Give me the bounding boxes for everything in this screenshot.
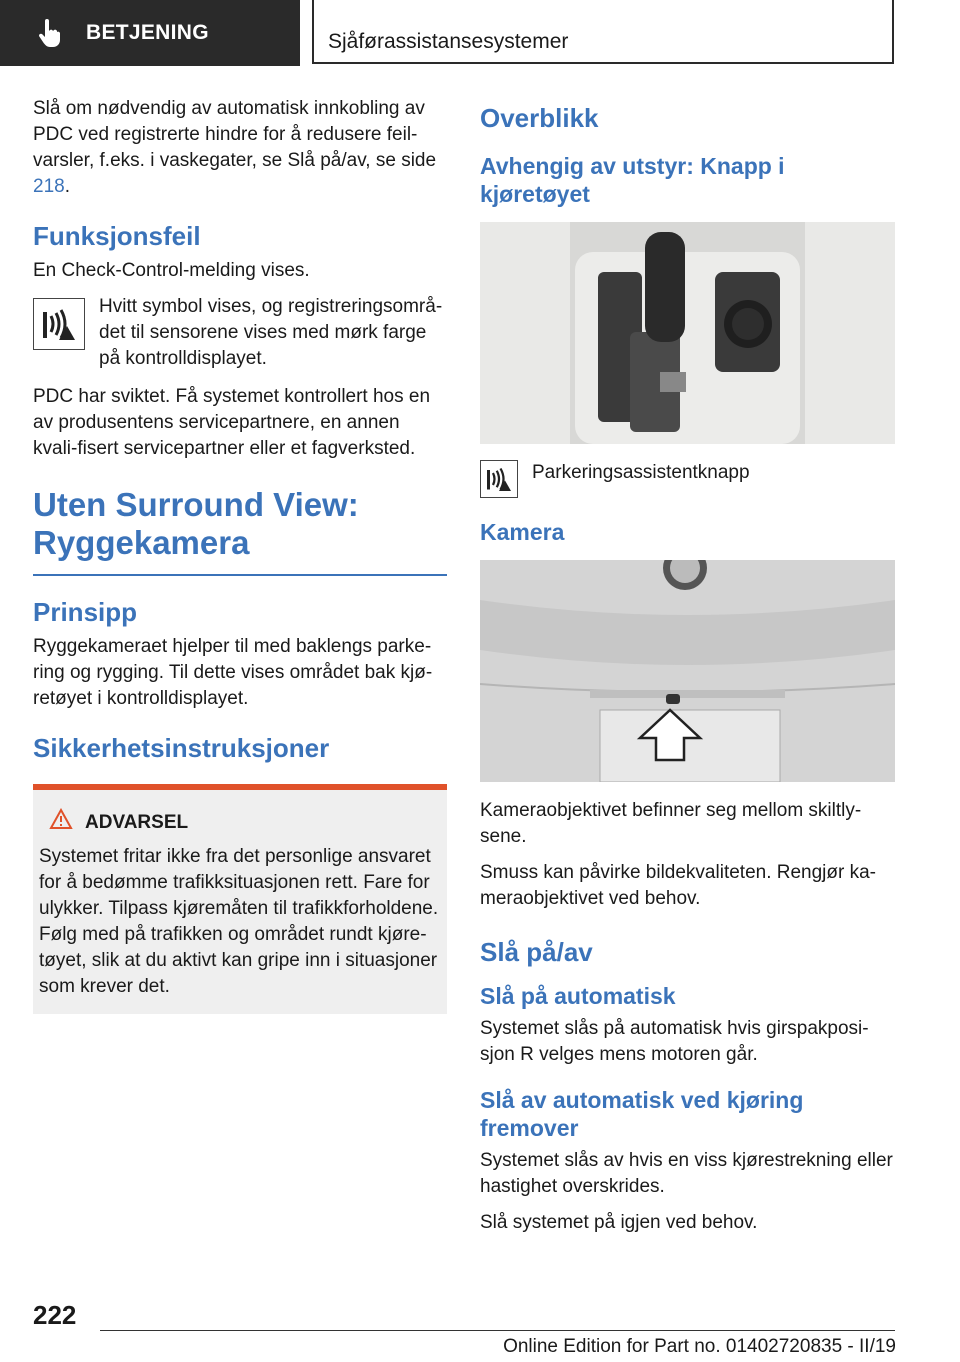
console-photo — [480, 222, 895, 444]
warning-box — [33, 784, 447, 1014]
pdc-button-icon — [480, 460, 518, 498]
overview-heading: Overblikk — [480, 103, 599, 133]
hand-pointer-icon — [38, 18, 66, 48]
safety-heading: Sikkerhetsinstruksjoner — [33, 733, 330, 763]
malfunction-text: En Check-Control-melding vises. — [33, 260, 310, 281]
camera-heading: Kamera — [480, 519, 565, 545]
equipment-heading: Avhengig av utstyr: Knapp i kjøretøyet — [480, 153, 785, 207]
heading-divider — [33, 574, 447, 576]
auto-off-text: Systemet slås av hvis en viss kjørestrekning eller hastighet overskrides. — [480, 1150, 893, 1197]
page-link-218[interactable]: 218 — [33, 176, 65, 197]
footer-divider — [100, 1330, 895, 1331]
warning-title: ADVARSEL — [85, 812, 189, 833]
pdc-sensor-icon — [33, 298, 85, 350]
warning-triangle-icon — [49, 808, 73, 838]
pdc-failed-text: PDC har sviktet. Få systemet kontrollert hos en av produsentens servicepartnere, en annen kvali‐fisert servicepartner eller et fagverksted. — [33, 386, 431, 459]
malfunction-heading: Funksjonsfeil — [33, 221, 201, 251]
section-tab — [0, 0, 300, 66]
camera-photo — [480, 560, 895, 782]
principle-text: Ryggekameraet hjelper til med baklengs parke‐ring og rygging. Til dette vises området bak kjø‐retøyet i kontrolldisplayet. — [33, 636, 433, 709]
edition-note: Online Edition for Part no. 01402720835 - II/19 — [503, 1336, 896, 1357]
left-column — [33, 96, 447, 1014]
button-row — [480, 460, 895, 498]
warning-header — [49, 808, 441, 838]
reenable-text: Slå systemet på igjen ved behov. — [480, 1212, 758, 1233]
auto-off-heading: Slå av automatisk ved kjøring fremover — [480, 1087, 804, 1141]
intro-paragraph: Slå om nødvendig av automatisk innkobling av PDC ved registrerte hindre for å redusere feil‐varsler, f.eks. i vaskegater, se Slå på/av, se side 218. — [33, 98, 437, 197]
button-label: Parkeringsassistentknapp — [532, 462, 750, 483]
main-heading: Uten Surround View: Ryggekamera — [33, 486, 359, 561]
warning-text: Systemet fritar ikke fra det personlige ansvaret for å bedømme trafikksituasjonen rett. Fare for ulykker. Tilpass kjøremåten til trafikkforholdene. Følg med på trafikken og området rundt kjøre‐tøyet, slik at du aktivt kan gripe inn i situasjoner som krever det. — [39, 846, 439, 997]
chapter-title: Sjåførassistansesystemer — [312, 0, 894, 64]
principle-heading: Prinsipp — [33, 597, 138, 627]
camera-text-1: Kameraobjektivet befinner seg mellom skiltly‐sene. — [480, 800, 862, 847]
section-tab-label: BETJENING — [86, 21, 209, 44]
right-column — [480, 96, 895, 1246]
page-number: 222 — [33, 1300, 77, 1330]
onoff-heading: Slå på/av — [480, 937, 593, 967]
symbol-row — [33, 294, 447, 372]
auto-on-text: Systemet slås på automatisk hvis girspakposi‐sjon R velges mens motoren går. — [480, 1018, 869, 1065]
camera-text-2: Smuss kan påvirke bildekvaliteten. Rengjør ka‐meraobjektivet ved behov. — [480, 862, 877, 909]
auto-on-heading: Slå på automatisk — [480, 983, 676, 1009]
symbol-description: Hvitt symbol vises, og registreringsområ‐det til sensorene vises med mørk farge på kontrolldisplayet. — [99, 296, 443, 369]
